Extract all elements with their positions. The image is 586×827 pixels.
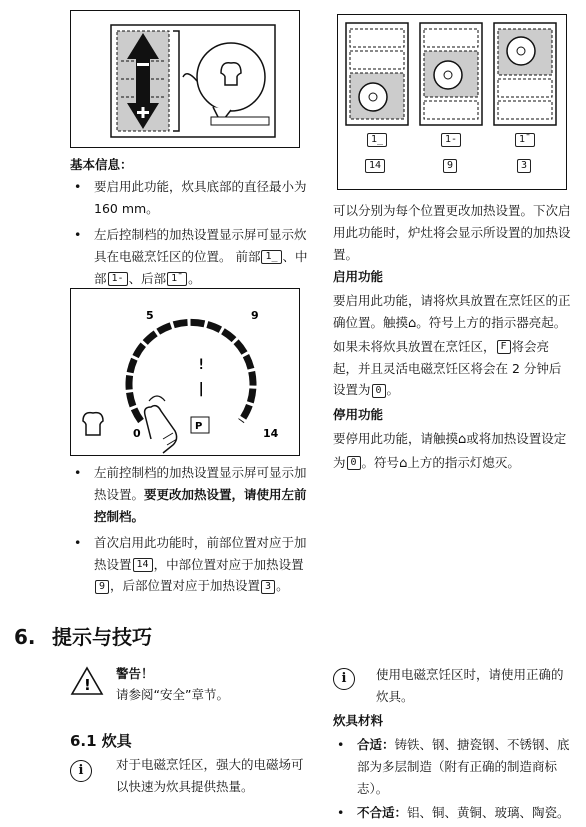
warning-text: 请参阅“安全”章节。: [116, 687, 229, 702]
segment-display-3: 3: [261, 580, 275, 594]
chef-hat-icon: ⌂: [399, 455, 408, 471]
position-setting-mid: 9: [443, 159, 457, 173]
segment-display-mid: 1-: [108, 272, 128, 286]
svg-text:!: !: [84, 676, 91, 694]
list-item: • 合适：铸铁、钢、搪瓷钢、不锈钢、底部为多层制造（附有正确的制造商标志）。: [333, 734, 579, 800]
segment-display-rear: 1¯: [167, 272, 187, 286]
chef-hat-icon: ⌂: [458, 432, 467, 447]
info-left-text: 对于电磁烹饪区，强大的电磁场可以快速为炊具提供热量。: [116, 757, 304, 794]
segment-display-F: F: [497, 340, 511, 354]
dial-center-bottom: |: [197, 381, 206, 397]
segment-display-0: 0: [372, 384, 386, 398]
control-dial-figure: [70, 288, 300, 456]
materials-heading: 炊具材料: [333, 713, 384, 728]
dial-label-5: 5: [146, 309, 154, 322]
warning-title: 警告！: [116, 666, 154, 681]
section-number: 6.: [14, 625, 36, 649]
position-label-mid: 1-: [441, 133, 461, 147]
info-right-text: 使用电磁烹饪区时，请使用正确的炊具。: [376, 667, 564, 704]
list-item: • 左前控制档的加热设置显示屏可显示加热设置。要更改加热设置，请使用左前控制档。: [70, 462, 314, 528]
materials-list: [333, 734, 579, 824]
positions-figure: [337, 14, 567, 190]
zone-diagram-svg: [71, 11, 299, 147]
dial-label-0: 0: [133, 427, 141, 440]
segment-display-front: 1_: [261, 250, 281, 264]
position-label-rear: 1¯: [515, 133, 535, 147]
subsection-title: 6.1 炊具: [70, 732, 132, 750]
disable-heading: 停用功能: [333, 407, 384, 422]
list-item: • 要启用此功能，炊具底部的直径最小为 160 mm。: [70, 176, 314, 220]
position-setting-rear: 3: [517, 159, 531, 173]
right-paragraph: 可以分别为每个位置更改加热设置。下次启用此功能时，炉灶将会显示所设置的加热设置。: [333, 203, 571, 262]
segment-display-14: 14: [133, 558, 153, 572]
enable-text: 要启用此功能，请将炊具放置在烹饪区的正确位置。触摸⌂。符号上方的指示器亮起。如果未将炊具放置在烹饪区， F 将会亮起，并且灵活电磁烹饪区将会在 2 分钟后设置为 0 。: [333, 293, 571, 398]
chef-hat-icon: ⌂: [408, 315, 417, 331]
dial-p-label: P: [195, 421, 203, 432]
section-title: 提示与技巧: [52, 625, 152, 649]
list-item: • 不合适：铝、铜、黄铜、玻璃、陶瓷。: [333, 802, 579, 824]
segment-display-0: 0: [347, 456, 361, 470]
chef-hat-icon: [83, 413, 103, 435]
position-label-front: 1_: [367, 133, 387, 147]
left-control-list: [70, 462, 314, 597]
warning-icon: [70, 666, 104, 703]
enable-heading: 启用功能: [333, 269, 384, 284]
finger-icon: [145, 406, 177, 453]
basic-info-heading: 基本信息：: [70, 157, 133, 172]
dial-label-14: 14: [263, 427, 279, 440]
control-dial-svg: [71, 289, 299, 455]
dial-label-9: 9: [251, 309, 259, 322]
list-item: • 首次启用此功能时，前部位置对应于加热设置 14 ，中部位置对应于加热设置9 ，后部位置对应于加热设置 3 。: [70, 532, 314, 598]
list-item: • 左后控制档的加热设置显示屏可显示炊具在电磁烹饪区的位置。 前部 1_ 、中部 1- 、后部 1¯ 。: [70, 224, 314, 290]
info-icon: i: [70, 760, 92, 782]
zone-diagram-figure: [70, 10, 300, 148]
disable-text: 要停用此功能，请触摸⌂或将加热设置设定为 0 。符号⌂上方的指示灯熄灭。: [333, 431, 567, 471]
basic-info-list: [70, 176, 314, 289]
segment-display-9: 9: [95, 580, 109, 594]
dial-center-top: !: [197, 357, 206, 373]
info-icon: i: [333, 668, 355, 690]
position-setting-front: 14: [365, 159, 385, 173]
